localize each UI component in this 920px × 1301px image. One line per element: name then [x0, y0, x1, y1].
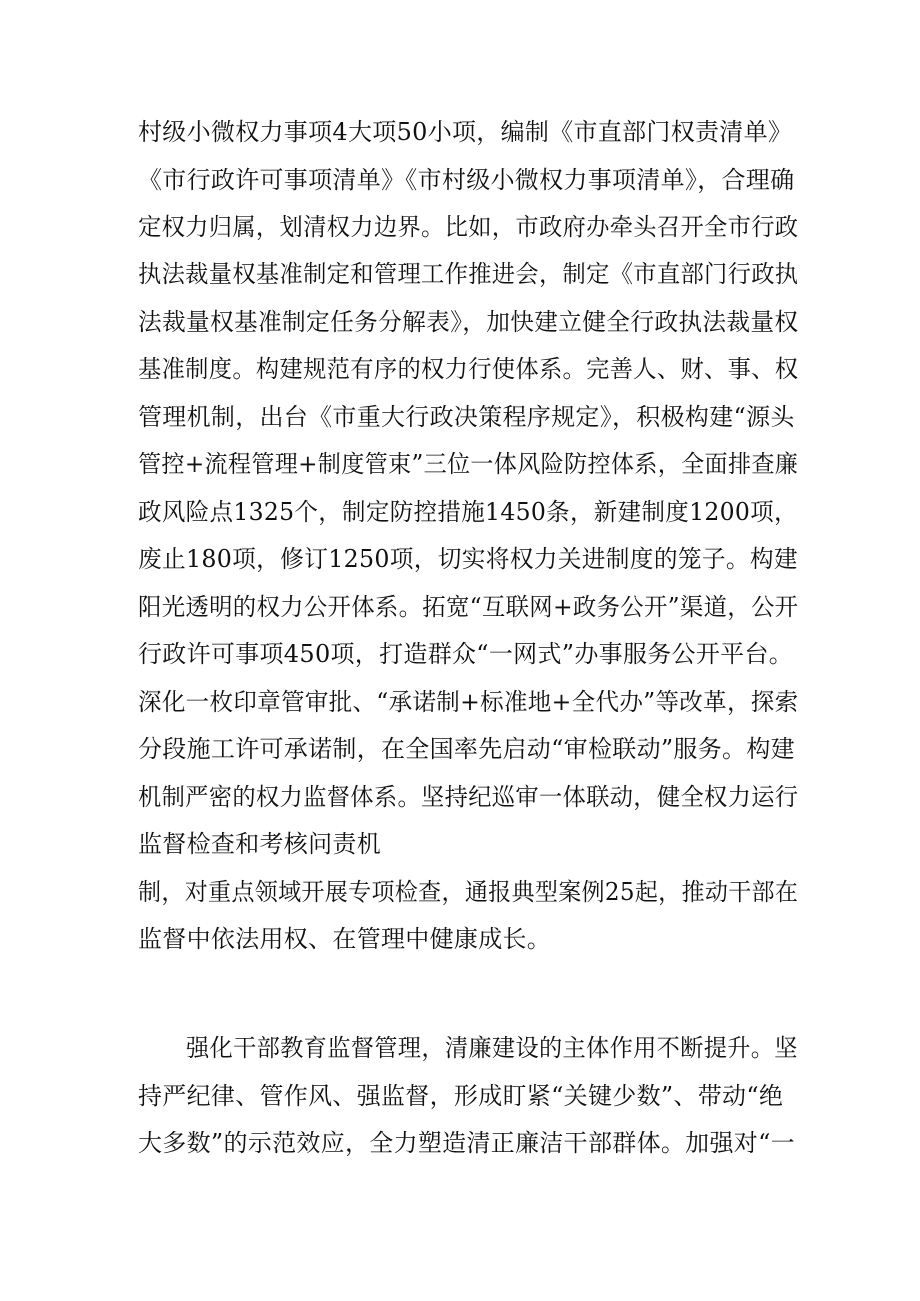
text-line: 定权力归属，划清权力边界。比如，市政府办牵头召开全市行政 — [138, 213, 799, 241]
text-line: 大多数”的示范效应，全力塑造清正廉洁干部群体。加强对“一 — [138, 1129, 795, 1157]
text-line: 持严纪律、管作风、强监督，形成盯紧“关键少数”、带动“绝 — [138, 1082, 784, 1110]
text-line: 管理机制，出台《市重大行政决策程序规定》，积极构建“源头 — [138, 403, 795, 431]
text-line: 监督检查和考核问责机 — [138, 830, 381, 858]
text-line: 阳光透明的权力公开体系。拓宽“互联网+政务公开”渠道，公开 — [138, 593, 799, 621]
text-line: 废止180项，修订1250项，切实将权力关进制度的笼子。构建 — [138, 545, 798, 573]
text-line: 执法裁量权基准制定和管理工作推进会，制定《市直部门行政执 — [138, 260, 799, 288]
text-line: 《市行政许可事项清单》《市村级小微权力事项清单》，合理确 — [138, 166, 795, 194]
text-line: 基准制度。构建规范有序的权力行使体系。完善人、财、事、权 — [138, 355, 799, 383]
text-line: 分段施工许可承诺制，在全国率先启动“审检联动”服务。构建 — [138, 735, 795, 763]
text-line: 政风险点1325个，制定防控措施1450条，新建制度1200项， — [138, 498, 798, 526]
text-line: 深化一枚印章管审批、“承诺制+标准地+全代办”等改革，探索 — [138, 688, 799, 716]
text-line: 管控+流程管理+制度管束”三位一体风险防控体系，全面排查廉 — [138, 450, 799, 478]
text-line: 法裁量权基准制定任务分解表》，加快建立健全行政执法裁量权 — [138, 308, 799, 336]
text-line: 行政许可事项450项，打造群众“一网式”办事服务公开平台。 — [138, 640, 794, 668]
text-line: 强化干部教育监督管理，清廉建设的主体作用不断提升。坚 — [186, 1034, 798, 1062]
text-line: 制，对重点领域开展专项检查，通报典型案例25起，推动干部在 — [138, 878, 799, 906]
text-line: 监督中依法用权、在管理中健康成长。 — [138, 925, 552, 953]
text-line: 村级小微权力事项4大项50小项，编制《市直部门权责清单》 — [138, 118, 793, 146]
text-line: 机制严密的权力监督体系。坚持纪巡审一体联动，健全权力运行 — [138, 783, 799, 811]
